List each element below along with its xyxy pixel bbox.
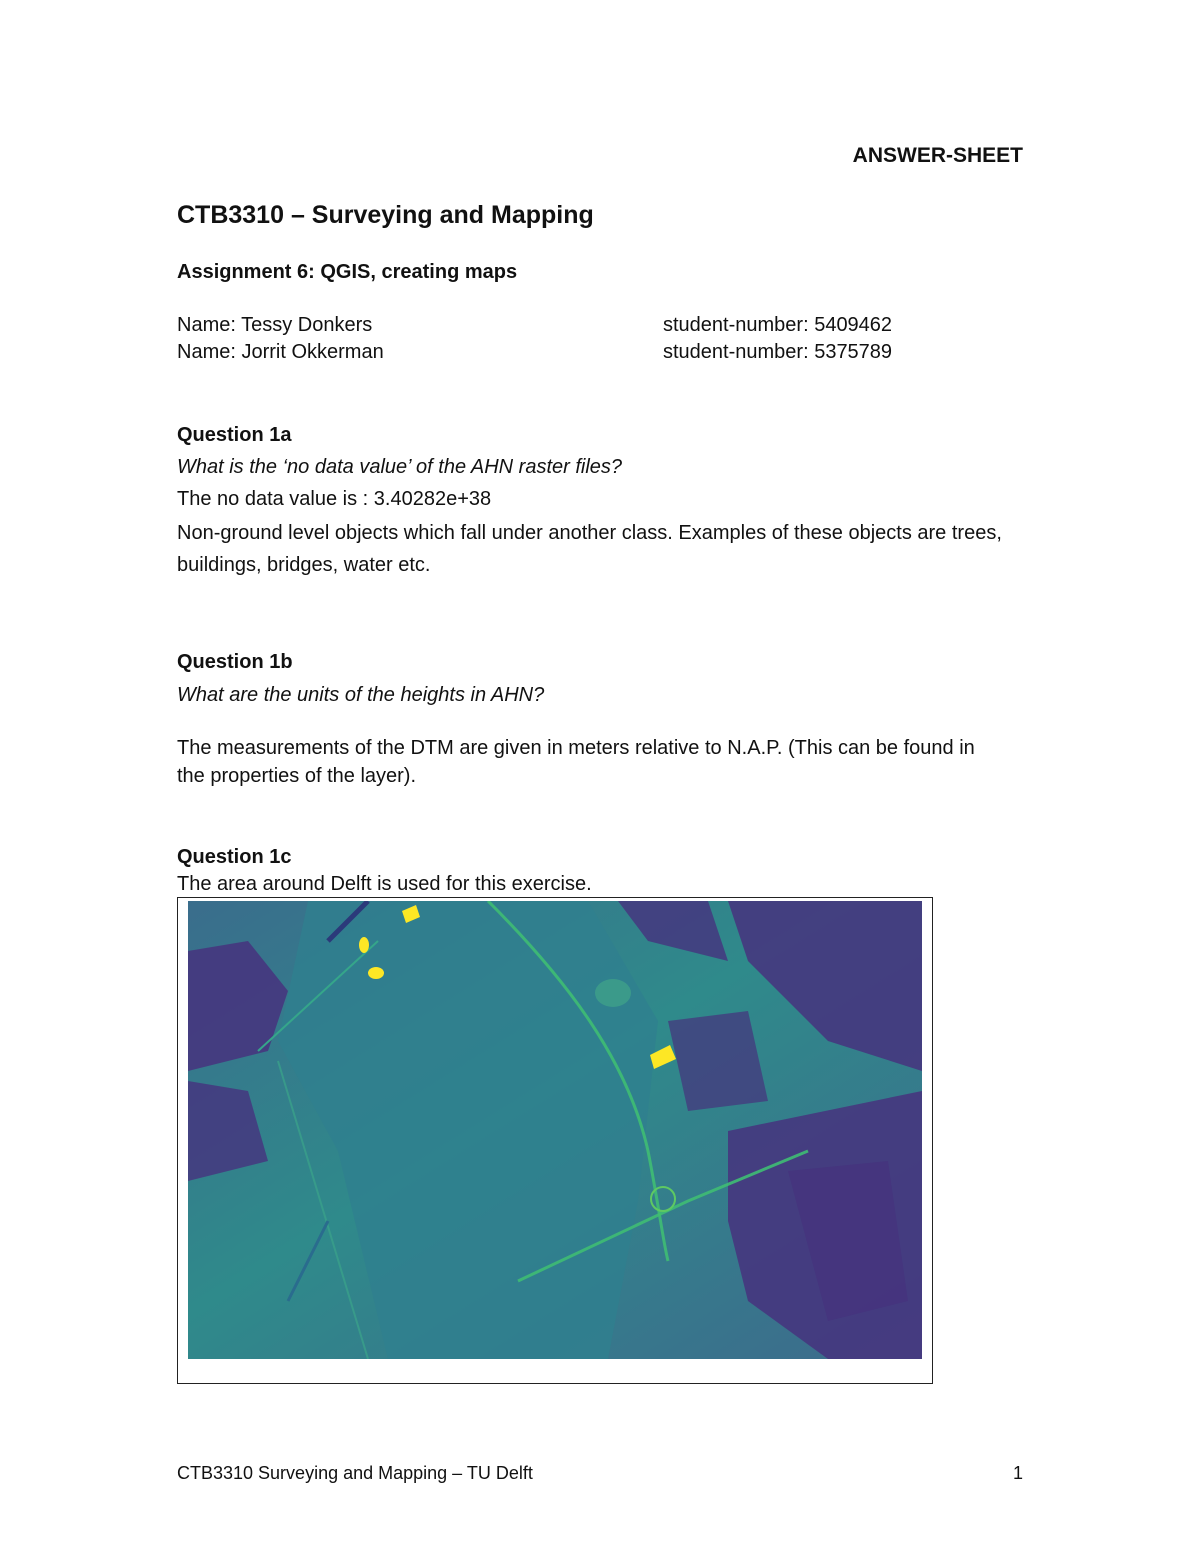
student-row: [177, 314, 1023, 340]
course-title: CTB3310 – Surveying and Mapping: [177, 201, 594, 229]
student-row: [177, 341, 1023, 367]
question-1a-answer-line1: The no data value is : 3.40282e+38: [177, 488, 492, 510]
footer-text: CTB3310 Surveying and Mapping – TU Delft: [177, 1463, 533, 1483]
question-1b-heading: Question 1b: [177, 651, 293, 673]
answer-sheet-label: ANSWER-SHEET: [852, 144, 1023, 167]
question-1b-prompt: What are the units of the heights in AHN?: [177, 684, 545, 706]
page-number: 1: [1012, 1463, 1023, 1483]
question-1b-answer: The measurements of the DTM are given in meters relative to N.A.P. (This can be found in the properties of the layer).: [177, 737, 975, 787]
assignment-title: Assignment 6: QGIS, creating maps: [177, 261, 518, 283]
question-1c-answer: The area around Delft is used for this exercise.: [177, 873, 592, 895]
question-1c-heading: Question 1c: [177, 846, 292, 868]
student-number: student-number: 5409462: [663, 314, 893, 336]
ahn-elevation-map: [188, 901, 922, 1359]
student-name: Name: Jorrit Okkerman: [177, 341, 384, 363]
question-1a-prompt: What is the ‘no data value’ of the AHN raster files?: [177, 456, 623, 478]
map-field-patch: [595, 979, 631, 1007]
question-1a-answer-line2: Non-ground level objects which fall under another class. Examples of these objects are trees, buildings, bridges, water etc.: [177, 522, 1002, 576]
map-peak: [359, 937, 369, 953]
question-1a-heading: Question 1a: [177, 424, 292, 446]
map-peak: [368, 967, 384, 979]
student-number: student-number: 5375789: [663, 341, 893, 363]
figure-frame: [177, 897, 933, 1384]
student-name: Name: Tessy Donkers: [177, 314, 373, 336]
